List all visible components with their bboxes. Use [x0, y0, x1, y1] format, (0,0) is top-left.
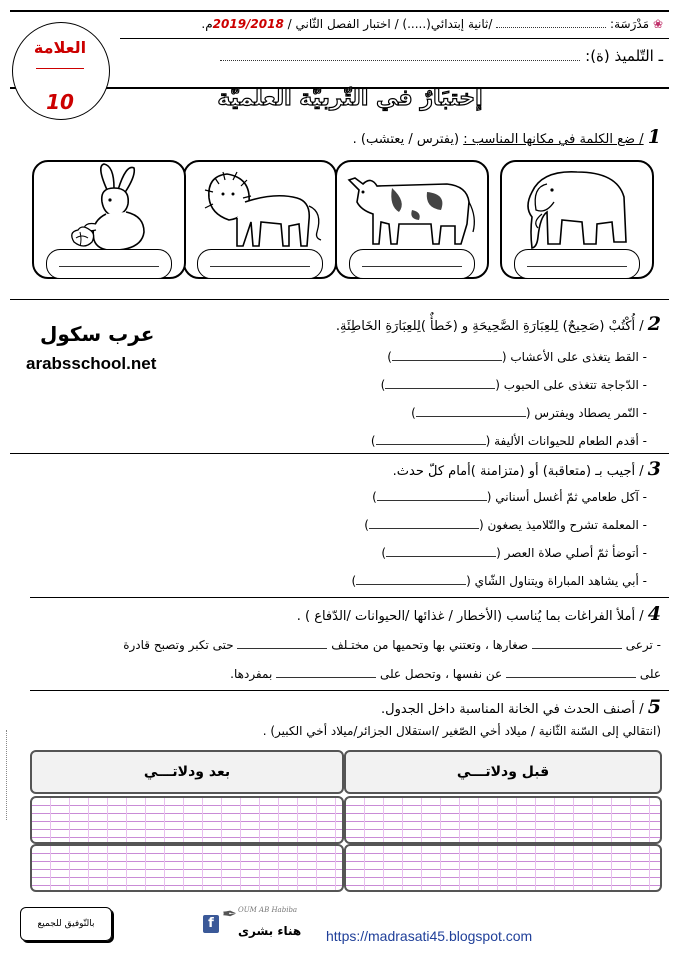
school-label: مَدْرَسَة:: [610, 17, 650, 31]
q3-item-2: - المعلمة تشرح والتّلاميذ يصغون (): [364, 518, 647, 532]
answer-box-cow[interactable]: [349, 249, 475, 279]
q3-item-text: - آكل طعامي ثمّ أغسل أسناني: [495, 490, 647, 504]
q1-instruction: / ضع الكلمة في مكانها المناسب :: [463, 132, 644, 147]
q3-item-3: - أتوضأ ثمّ أصلي صلاة العصر (): [381, 546, 647, 560]
q4-text: عن نفسها ، وتحصل على: [379, 667, 503, 681]
q3-answer-blank[interactable]: [356, 574, 466, 585]
q4-instruction: / أملأ الفراغات بما يُناسب (الأخطار / غذائها /الحيوانات /الدّفاع ) .: [296, 609, 644, 624]
q3-answer-blank[interactable]: [386, 546, 496, 557]
q2-instruction-row: [336, 313, 661, 335]
q2-answer-blank[interactable]: [376, 434, 486, 445]
q1-words: (يفترس / يعتشب) .: [352, 132, 460, 147]
q4-line-2: [230, 667, 661, 681]
table-cell-after-2[interactable]: [30, 844, 344, 892]
q2-item-4: - أقدم الطعام للحيوانات الأليفة (): [370, 434, 647, 448]
q2-item-text: - أقدم الطعام للحيوانات الأليفة: [494, 434, 647, 448]
q5-instruction-row: [381, 696, 661, 718]
q5-options: (انتقالي إلى السّنة الثّانية / ميلاد أخي الصّغير /استقلال الجزائر/ميلاد أخي الكبير) .: [262, 724, 661, 738]
q4-text: بمفردها.: [230, 667, 273, 681]
q2-instruction: / أُكْتُبْ (صَحِيحٌ) لِلعِبَارَةِ الصَّحِيحَةِ و (خَطأٌ )لِلعِبَارَةِ الخَاطِئَةِ.: [335, 319, 644, 334]
q2-item-text: - النّمر يصطاد ويفترس: [534, 406, 647, 420]
q5-instruction: / أصنف الحدث في الخانة المناسبة داخل الجدول.: [381, 702, 644, 717]
q2-item-2: - الدّجاجة تتغذى على الحبوب (): [380, 378, 647, 392]
table-header-before: [344, 750, 662, 794]
student-label: ـ التّلميذ (ة):: [585, 47, 663, 65]
q3-item-4: - أبي يشاهد المباراة ويتناول الشّاي (): [351, 574, 647, 588]
pen-icon: ✒: [222, 904, 238, 925]
col-after-label: بعد ودلاتـــي: [143, 764, 231, 780]
q4-instruction-row: [297, 603, 661, 625]
animal-card-elephant: [500, 160, 654, 279]
q4-number: 4: [647, 603, 661, 625]
q4-text: على: [639, 667, 661, 681]
grade-value: 10: [46, 90, 74, 114]
watermark-url: arabsschool.net: [26, 354, 157, 373]
good-luck-box: [20, 907, 112, 941]
table-cell-before-1[interactable]: [344, 796, 662, 844]
year-suffix: م.: [201, 17, 213, 31]
facebook-icon: f: [203, 915, 219, 933]
header-divider: [120, 38, 669, 39]
q2-answer-blank[interactable]: [385, 378, 495, 389]
q4-blank-1[interactable]: [532, 638, 622, 649]
q3-number: 3: [647, 458, 661, 480]
q3-answer-blank[interactable]: [377, 490, 487, 501]
student-line: [220, 47, 663, 65]
section-divider-3: [30, 597, 669, 598]
page-title: إختبَارٌ في التّربيّة العلميّة: [217, 86, 483, 111]
table-cell-before-2[interactable]: [344, 844, 662, 892]
answer-box-elephant[interactable]: [514, 249, 640, 279]
lion-image: [185, 162, 335, 257]
answer-box-lion[interactable]: [197, 249, 323, 279]
animal-card-rabbit: [32, 160, 186, 279]
q4-blank-4[interactable]: [276, 667, 376, 678]
blog-url[interactable]: https://madrasati45.blogspot.com: [326, 928, 533, 944]
q3-answer-blank[interactable]: [369, 518, 479, 529]
grade-label: العلامة: [33, 38, 87, 57]
cow-image: [337, 162, 487, 257]
grade-fraction-line: [36, 68, 84, 69]
q3-item-text: - أبي يشاهد المباراة ويتناول الشّاي: [474, 574, 647, 588]
q2-item-3: - النّمر يصطاد ويفترس (): [411, 406, 647, 420]
q3-item-text: - المعلمة تشرح والتّلاميذ يصغون: [487, 518, 647, 532]
q4-text: صغارها ، وتعتني بها وتحميها من مختـلف: [331, 638, 529, 652]
header-school-line: [201, 17, 663, 31]
good-luck-text: بالتّوفيق للجميع: [37, 919, 95, 929]
elephant-image: [502, 162, 652, 257]
table-cell-after-1[interactable]: [30, 796, 344, 844]
q5-number: 5: [647, 696, 661, 718]
q4-line-1: [123, 638, 661, 652]
animal-card-cow: [335, 160, 489, 279]
section-divider-4: [30, 690, 669, 691]
q3-instruction: / أجيب بـ (متعاقبة) أو (متزامنة )أمام كلّ حدث.: [392, 464, 644, 479]
q2-answer-blank[interactable]: [416, 406, 526, 417]
side-decoration: [6, 730, 17, 820]
q4-blank-3[interactable]: [506, 667, 636, 678]
rabbit-image: [34, 162, 184, 257]
table-header-after: [30, 750, 344, 794]
q1-number: 1: [647, 126, 661, 148]
q4-text: حتى تكبر وتصبح قادرة: [123, 638, 234, 652]
student-name-blank: [220, 60, 580, 61]
q2-answer-blank[interactable]: [392, 350, 502, 361]
q3-instruction-row: [393, 458, 661, 480]
q3-item-1: - آكل طعامي ثمّ أغسل أسناني (): [372, 490, 647, 504]
col-before-label: قبل ودلاتـــي: [456, 764, 550, 780]
watermark-arabic: عرب سكول: [40, 322, 155, 346]
school-year: 2019/2018: [212, 17, 284, 31]
author-name: هناء بشرى: [238, 924, 302, 938]
header-line-text: /ثانية إبتدائي(.....) / اختبار الفصل الثّاني /: [287, 17, 493, 31]
flower-icon: ❀: [652, 17, 663, 31]
q3-item-text: - أتوضأ ثمّ أصلي صلاة العصر: [504, 546, 647, 560]
q2-number: 2: [647, 313, 661, 335]
q2-item-1: - القط يتغذى على الأعشاب (): [387, 350, 647, 364]
animal-card-lion: [183, 160, 337, 279]
q1-instruction-row: [353, 126, 661, 148]
q4-blank-2[interactable]: [237, 638, 327, 649]
section-divider-2: [10, 453, 669, 454]
answer-box-rabbit[interactable]: [46, 249, 172, 279]
section-divider-1: [10, 299, 669, 300]
q4-text: - ترعى: [625, 638, 661, 652]
q2-item-text: - الدّجاجة تتغذى على الحبوب: [503, 378, 647, 392]
school-blank: [496, 27, 606, 28]
signature: OUM AB Habiba: [238, 906, 298, 914]
q2-item-text: - القط يتغذى على الأعشاب: [510, 350, 647, 364]
